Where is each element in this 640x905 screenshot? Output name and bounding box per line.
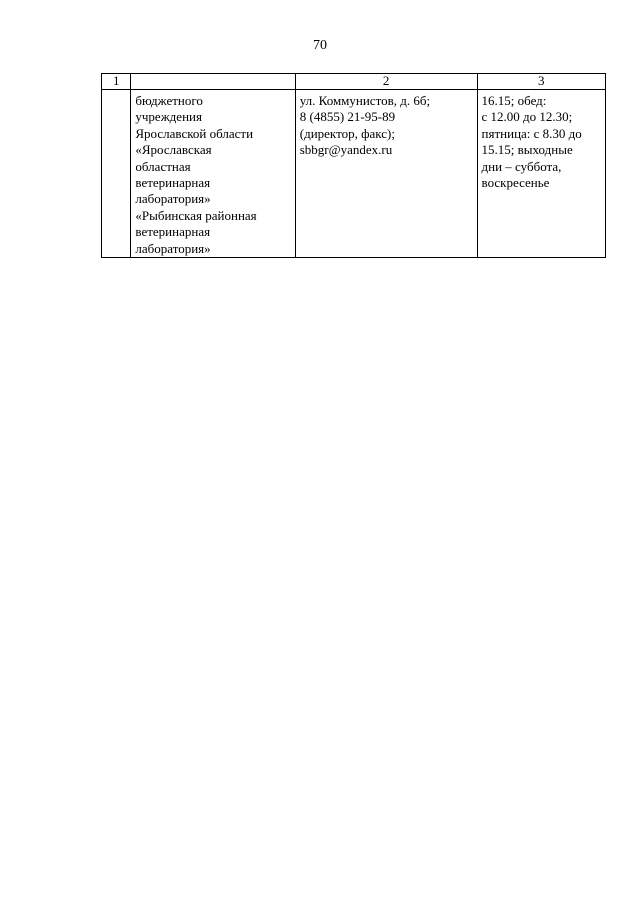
table-header-row — [102, 74, 606, 90]
header-cell-2: 2 — [295, 74, 477, 90]
working-hours-line: с 12.00 до 12.30; — [481, 109, 573, 125]
organization-name-line: «Рыбинская районная — [135, 207, 257, 223]
address-line: ул. Коммунистов, д. 6б; — [299, 93, 431, 108]
organization-name-line: учреждения — [135, 109, 202, 125]
working-hours-line: воскресенье — [481, 175, 550, 191]
organization-name-line: лаборатория» — [135, 240, 211, 256]
row-number-cell — [102, 90, 131, 258]
working-hours-line: 15.15; выходные — [481, 142, 573, 158]
working-hours-line: 16.15; обед: — [481, 93, 547, 108]
header-cell-3: 3 — [477, 74, 605, 90]
header-cell-1: 1 — [102, 74, 131, 90]
working-hours-line: дни – суббота, — [481, 158, 562, 174]
organization-name-line: лаборатория» — [135, 191, 211, 207]
document-table — [101, 73, 606, 258]
organization-name-line: Ярославской области — [135, 125, 254, 141]
organization-name-cell — [131, 90, 295, 258]
header-cell-name — [131, 74, 295, 90]
page-number: 70 — [313, 38, 327, 53]
working-hours-line: пятница: с 8.30 до — [481, 125, 582, 141]
phone-note-line: (директор, факс); — [299, 125, 395, 141]
working-hours-cell — [477, 90, 605, 258]
organization-name-line: бюджетного — [135, 93, 203, 108]
email-line: sbbgr@yandex.ru — [299, 142, 393, 158]
phone-line: 8 (4855) 21-95-89 — [299, 109, 396, 125]
table-row — [102, 90, 606, 258]
address-cell — [295, 90, 477, 258]
organization-name-line: областная — [135, 158, 191, 174]
organization-name-line: ветеринарная — [135, 224, 211, 240]
organization-name-line: «Ярославская — [135, 142, 212, 158]
organization-name-line: ветеринарная — [135, 175, 211, 191]
